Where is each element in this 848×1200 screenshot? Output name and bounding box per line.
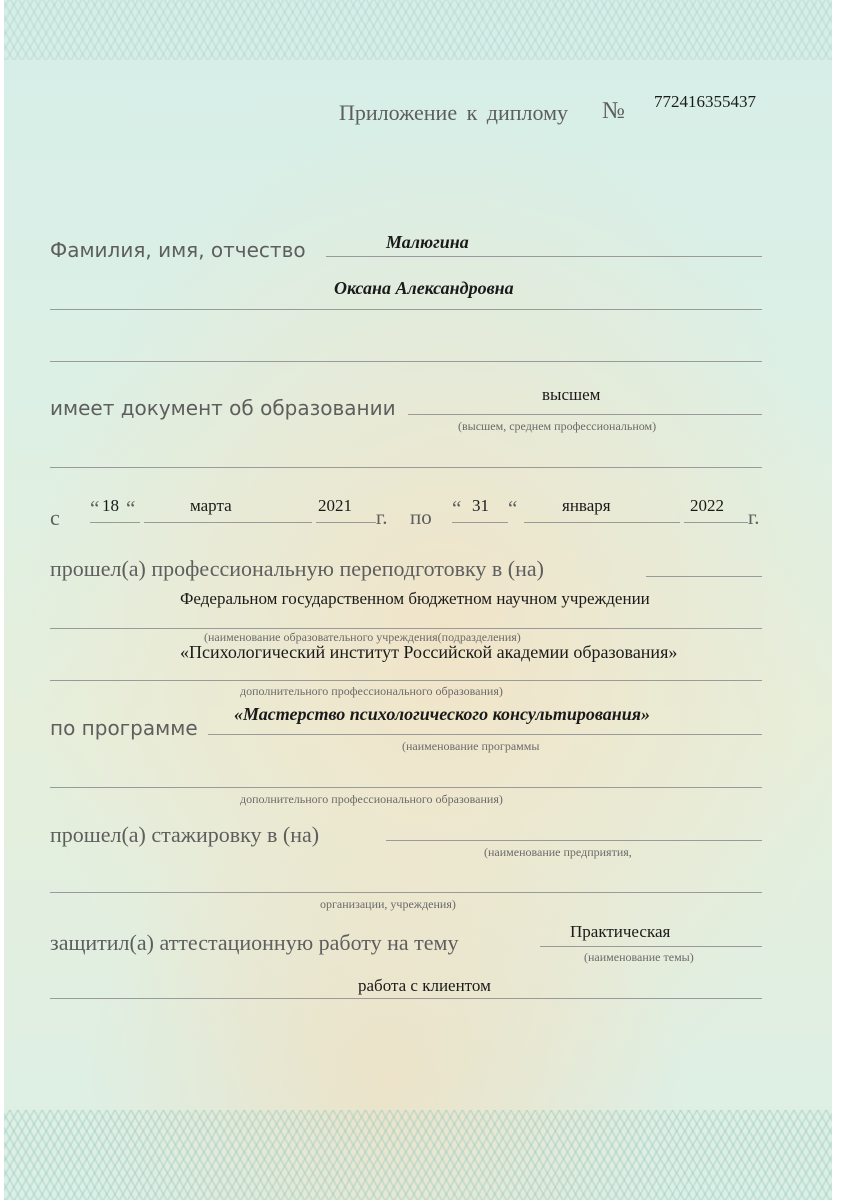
program-line — [208, 734, 762, 735]
thesis-line-2 — [50, 998, 762, 999]
retraining-line — [646, 576, 762, 577]
from-day-open-quote: “ — [90, 496, 100, 520]
program-value: «Мастерство психологического консультирования» — [234, 704, 651, 724]
thesis-line — [540, 946, 762, 947]
to-year-line — [684, 522, 748, 523]
thesis-value-line1: Практическая — [570, 922, 671, 941]
to-month-line — [524, 522, 680, 523]
to-year-suffix: г. — [748, 505, 760, 529]
retraining-institution-line1: Федеральном государственном бюджетном научном учреждении — [180, 589, 650, 608]
from-year: 2021 — [318, 496, 352, 515]
number-sign: № — [602, 98, 625, 124]
from-month: марта — [190, 496, 232, 515]
thesis-value-line2: работа с клиентом — [358, 976, 491, 995]
to-day-open-quote: “ — [452, 496, 462, 520]
internship-hint1: (наименование предприятия, — [484, 845, 632, 859]
fio-label: Фамилия, имя, отчество — [50, 238, 306, 262]
internship-line — [386, 840, 762, 841]
to-day: 31 — [472, 496, 489, 515]
thesis-label: защитил(а) аттестационную работу на тему — [50, 930, 459, 955]
internship-hint2: организации, учреждения) — [320, 897, 456, 911]
internship-line-2 — [50, 892, 762, 893]
education-line — [408, 414, 762, 415]
from-year-line — [316, 522, 376, 523]
retraining-label: прошел(а) профессиональную переподготовку в (на) — [50, 556, 544, 581]
document-title: Приложение к диплому — [339, 100, 568, 125]
from-day: 18 — [102, 496, 119, 515]
education-value: высшем — [542, 385, 601, 404]
diploma-number: 772416355437 — [654, 92, 756, 111]
to-year: 2022 — [690, 496, 724, 515]
program-line-2 — [50, 787, 762, 788]
retraining-institution-line2: «Психологический институт Российской академии образования» — [180, 642, 678, 662]
diploma-supplement-page — [4, 0, 832, 1200]
from-day-line — [90, 522, 140, 523]
fio-line-2 — [50, 309, 762, 310]
to-day-close-quote: “ — [508, 496, 518, 520]
program-label: по программе — [50, 716, 198, 740]
fio-surname: Малюгина — [386, 232, 469, 252]
education-label: имеет документ об образовании — [50, 396, 396, 420]
education-line-2 — [50, 467, 762, 468]
program-hint1: (наименование программы — [402, 739, 540, 753]
period-from-label: с — [50, 505, 60, 530]
retraining-line-2 — [50, 628, 762, 629]
fio-name-patronymic: Оксана Александровна — [334, 278, 514, 298]
to-day-line — [452, 522, 508, 523]
education-hint: (высшем, среднем профессиональном) — [458, 419, 657, 433]
retraining-line-3 — [50, 680, 762, 681]
fio-line-1 — [326, 256, 762, 257]
retraining-hint2: дополнительного профессионального образования) — [240, 684, 503, 698]
to-month: января — [562, 496, 611, 515]
from-year-suffix: г. — [376, 505, 388, 529]
period-to-label: по — [410, 505, 432, 529]
from-month-line — [144, 522, 312, 523]
internship-label: прошел(а) стажировку в (на) — [50, 822, 320, 847]
fio-line-3 — [50, 361, 762, 362]
from-day-close-quote: “ — [126, 496, 136, 520]
thesis-hint: (наименование темы) — [584, 950, 694, 964]
program-hint2: дополнительного профессионального образования) — [240, 792, 503, 806]
retraining-hint1: (наименование образовательного учреждения(подразделения) — [204, 630, 521, 644]
